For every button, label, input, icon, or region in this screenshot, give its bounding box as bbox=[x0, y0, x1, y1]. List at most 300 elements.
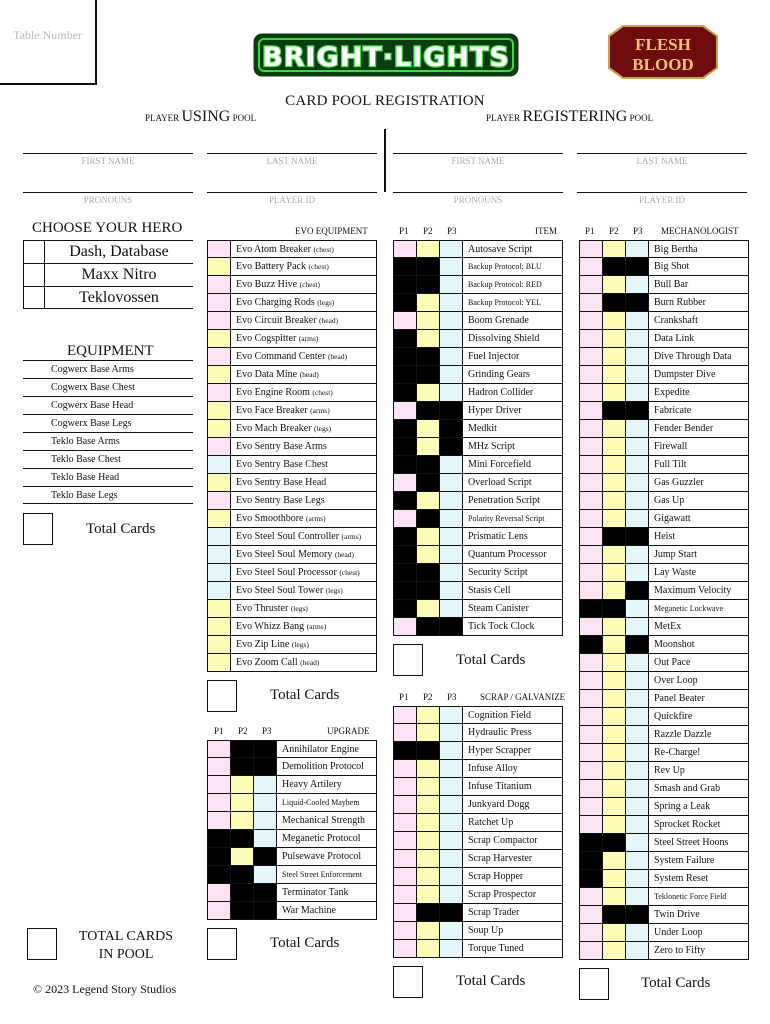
evo-checkbox[interactable] bbox=[207, 510, 230, 527]
item-row-p1-checkbox[interactable] bbox=[393, 366, 416, 383]
mech-row-p1-checkbox[interactable] bbox=[579, 816, 602, 833]
item-row-p1-checkbox[interactable] bbox=[393, 330, 416, 347]
mech-row-p1-checkbox[interactable] bbox=[579, 420, 602, 437]
scrap-row-p3-checkbox[interactable] bbox=[439, 814, 462, 831]
evo-checkbox[interactable] bbox=[207, 456, 230, 473]
mech-row-p3-checkbox[interactable] bbox=[625, 744, 648, 761]
hero-checkbox[interactable] bbox=[23, 241, 45, 263]
evo-checkbox[interactable] bbox=[207, 294, 230, 311]
upgrade-row-p3-checkbox[interactable] bbox=[253, 866, 276, 883]
mech-row-p1-checkbox[interactable] bbox=[579, 384, 602, 401]
item-row-p3-checkbox[interactable] bbox=[439, 366, 462, 383]
item-row-p2-checkbox[interactable] bbox=[416, 618, 439, 635]
equipment-row[interactable]: Cogwerx Base Legs bbox=[23, 414, 193, 432]
upgrade-row-p1-checkbox[interactable] bbox=[207, 794, 230, 811]
item-row-p1-checkbox[interactable] bbox=[393, 600, 416, 617]
item-row-p3-checkbox[interactable] bbox=[439, 294, 462, 311]
mech-row-p3-checkbox[interactable] bbox=[625, 888, 648, 905]
item-row-p1-checkbox[interactable] bbox=[393, 528, 416, 545]
mech-row-p2-checkbox[interactable] bbox=[602, 312, 625, 329]
upgrade-row-p3-checkbox[interactable] bbox=[253, 884, 276, 901]
scrap-row-p3-checkbox[interactable] bbox=[439, 850, 462, 867]
scrap-row-p3-checkbox[interactable] bbox=[439, 742, 462, 759]
item-row-p2-checkbox[interactable] bbox=[416, 294, 439, 311]
registering-first-name-field[interactable]: FIRST NAME bbox=[451, 156, 505, 166]
item-row-p2-checkbox[interactable] bbox=[416, 564, 439, 581]
mech-row-p2-checkbox[interactable] bbox=[602, 600, 625, 617]
mech-row-p1-checkbox[interactable] bbox=[579, 924, 602, 941]
item-row-p3-checkbox[interactable] bbox=[439, 348, 462, 365]
item-row-p2-checkbox[interactable] bbox=[416, 348, 439, 365]
item-row-p2-checkbox[interactable] bbox=[416, 456, 439, 473]
mech-row-p3-checkbox[interactable] bbox=[625, 834, 648, 851]
scrap-row-p1-checkbox[interactable] bbox=[393, 940, 416, 957]
scrap-row-p2-checkbox[interactable] bbox=[416, 832, 439, 849]
item-row-p3-checkbox[interactable] bbox=[439, 564, 462, 581]
upgrade-row-p2-checkbox[interactable] bbox=[230, 758, 253, 775]
item-row-p3-checkbox[interactable] bbox=[439, 330, 462, 347]
hero-row[interactable] bbox=[23, 286, 193, 309]
upgrade-row-p3-checkbox[interactable] bbox=[253, 776, 276, 793]
upgrade-row-p3-checkbox[interactable] bbox=[253, 812, 276, 829]
item-row-p2-checkbox[interactable] bbox=[416, 366, 439, 383]
item-row-p2-checkbox[interactable] bbox=[416, 384, 439, 401]
mech-row-p2-checkbox[interactable] bbox=[602, 402, 625, 419]
mech-row-p3-checkbox[interactable] bbox=[625, 798, 648, 815]
item-row-p2-checkbox[interactable] bbox=[416, 492, 439, 509]
mech-row-p1-checkbox[interactable] bbox=[579, 582, 602, 599]
hero-row[interactable] bbox=[23, 240, 193, 263]
mech-row-p1-checkbox[interactable] bbox=[579, 438, 602, 455]
scrap-row-p3-checkbox[interactable] bbox=[439, 760, 462, 777]
mech-row-p2-checkbox[interactable] bbox=[602, 330, 625, 347]
mech-row-p3-checkbox[interactable] bbox=[625, 636, 648, 653]
mech-row-p1-checkbox[interactable] bbox=[579, 888, 602, 905]
mech-row-p1-checkbox[interactable] bbox=[579, 870, 602, 887]
item-row-p1-checkbox[interactable] bbox=[393, 492, 416, 509]
item-row-p3-checkbox[interactable] bbox=[439, 276, 462, 293]
evo-checkbox[interactable] bbox=[207, 600, 230, 617]
mech-row-p2-checkbox[interactable] bbox=[602, 456, 625, 473]
item-row-p1-checkbox[interactable] bbox=[393, 456, 416, 473]
mech-row-p2-checkbox[interactable] bbox=[602, 241, 625, 257]
scrap-row-p2-checkbox[interactable] bbox=[416, 814, 439, 831]
mech-row-p2-checkbox[interactable] bbox=[602, 348, 625, 365]
mech-row-p2-checkbox[interactable] bbox=[602, 888, 625, 905]
item-row-p1-checkbox[interactable] bbox=[393, 348, 416, 365]
mech-row-p3-checkbox[interactable] bbox=[625, 906, 648, 923]
upgrade-row-p3-checkbox[interactable] bbox=[253, 830, 276, 847]
evo-checkbox[interactable] bbox=[207, 241, 230, 257]
mech-row-p1-checkbox[interactable] bbox=[579, 654, 602, 671]
mech-row-p3-checkbox[interactable] bbox=[625, 294, 648, 311]
using-last-name-field[interactable]: LAST NAME bbox=[266, 156, 318, 166]
scrap-row-p3-checkbox[interactable] bbox=[439, 940, 462, 957]
item-row-p1-checkbox[interactable] bbox=[393, 312, 416, 329]
mech-row-p3-checkbox[interactable] bbox=[625, 816, 648, 833]
mech-row-p3-checkbox[interactable] bbox=[625, 762, 648, 779]
mech-row-p3-checkbox[interactable] bbox=[625, 564, 648, 581]
mech-row-p3-checkbox[interactable] bbox=[625, 241, 648, 257]
mech-row-p1-checkbox[interactable] bbox=[579, 708, 602, 725]
evo-checkbox[interactable] bbox=[207, 366, 230, 383]
item-row-p2-checkbox[interactable] bbox=[416, 528, 439, 545]
scrap-row-p2-checkbox[interactable] bbox=[416, 760, 439, 777]
mech-row-p2-checkbox[interactable] bbox=[602, 690, 625, 707]
item-row-p1-checkbox[interactable] bbox=[393, 564, 416, 581]
item-row-p3-checkbox[interactable] bbox=[439, 600, 462, 617]
mech-row-p2-checkbox[interactable] bbox=[602, 384, 625, 401]
item-row-p2-checkbox[interactable] bbox=[416, 510, 439, 527]
item-row-p1-checkbox[interactable] bbox=[393, 258, 416, 275]
item-row-p2-checkbox[interactable] bbox=[416, 276, 439, 293]
mech-row-p2-checkbox[interactable] bbox=[602, 708, 625, 725]
item-row-p1-checkbox[interactable] bbox=[393, 402, 416, 419]
item-row-p2-checkbox[interactable] bbox=[416, 600, 439, 617]
item-row-p1-checkbox[interactable] bbox=[393, 438, 416, 455]
mech-row-p3-checkbox[interactable] bbox=[625, 780, 648, 797]
mech-row-p1-checkbox[interactable] bbox=[579, 474, 602, 491]
evo-checkbox[interactable] bbox=[207, 636, 230, 653]
mech-row-p2-checkbox[interactable] bbox=[602, 438, 625, 455]
mech-row-p3-checkbox[interactable] bbox=[625, 438, 648, 455]
mech-row-p3-checkbox[interactable] bbox=[625, 708, 648, 725]
item-row-p3-checkbox[interactable] bbox=[439, 384, 462, 401]
upgrade-row-p1-checkbox[interactable] bbox=[207, 812, 230, 829]
evo-checkbox[interactable] bbox=[207, 618, 230, 635]
mech-row-p3-checkbox[interactable] bbox=[625, 618, 648, 635]
mech-row-p3-checkbox[interactable] bbox=[625, 582, 648, 599]
mech-row-p3-checkbox[interactable] bbox=[625, 420, 648, 437]
item-row-p2-checkbox[interactable] bbox=[416, 438, 439, 455]
registering-last-name-field[interactable]: LAST NAME bbox=[636, 156, 688, 166]
upgrade-row-p2-checkbox[interactable] bbox=[230, 812, 253, 829]
equipment-row[interactable]: Cogwerx Base Chest bbox=[23, 378, 193, 396]
mech-row-p1-checkbox[interactable] bbox=[579, 241, 602, 257]
upgrade-row-p1-checkbox[interactable] bbox=[207, 776, 230, 793]
scrap-row-p1-checkbox[interactable] bbox=[393, 724, 416, 741]
upgrade-row-p2-checkbox[interactable] bbox=[230, 884, 253, 901]
mech-row-p2-checkbox[interactable] bbox=[602, 276, 625, 293]
scrap-row-p1-checkbox[interactable] bbox=[393, 778, 416, 795]
scrap-row-p2-checkbox[interactable] bbox=[416, 868, 439, 885]
equipment-row[interactable]: Teklo Base Chest bbox=[23, 450, 193, 468]
mech-row-p1-checkbox[interactable] bbox=[579, 726, 602, 743]
upgrade-row-p3-checkbox[interactable] bbox=[253, 848, 276, 865]
mech-row-p2-checkbox[interactable] bbox=[602, 258, 625, 275]
scrap-row-p2-checkbox[interactable] bbox=[416, 707, 439, 723]
upgrade-row-p3-checkbox[interactable] bbox=[253, 902, 276, 919]
mech-row-p2-checkbox[interactable] bbox=[602, 528, 625, 545]
upgrade-row-p3-checkbox[interactable] bbox=[253, 794, 276, 811]
mech-row-p1-checkbox[interactable] bbox=[579, 546, 602, 563]
scrap-total-box[interactable] bbox=[393, 966, 423, 998]
mech-row-p2-checkbox[interactable] bbox=[602, 582, 625, 599]
scrap-row-p2-checkbox[interactable] bbox=[416, 778, 439, 795]
upgrade-row-p3-checkbox[interactable] bbox=[253, 758, 276, 775]
equipment-row[interactable]: Teklo Base Arms bbox=[23, 432, 193, 450]
evo-checkbox[interactable] bbox=[207, 582, 230, 599]
item-row-p2-checkbox[interactable] bbox=[416, 402, 439, 419]
mech-row-p2-checkbox[interactable] bbox=[602, 510, 625, 527]
mech-row-p2-checkbox[interactable] bbox=[602, 294, 625, 311]
mech-row-p2-checkbox[interactable] bbox=[602, 618, 625, 635]
scrap-row-p2-checkbox[interactable] bbox=[416, 742, 439, 759]
equipment-total-box[interactable] bbox=[23, 513, 53, 545]
equipment-row[interactable]: Teklo Base Legs bbox=[23, 486, 193, 504]
upgrade-row-p2-checkbox[interactable] bbox=[230, 776, 253, 793]
scrap-row-p2-checkbox[interactable] bbox=[416, 922, 439, 939]
item-row-p2-checkbox[interactable] bbox=[416, 312, 439, 329]
mech-row-p3-checkbox[interactable] bbox=[625, 600, 648, 617]
mech-row-p1-checkbox[interactable] bbox=[579, 456, 602, 473]
hero-checkbox[interactable] bbox=[23, 264, 45, 286]
item-row-p1-checkbox[interactable] bbox=[393, 294, 416, 311]
mech-row-p1-checkbox[interactable] bbox=[579, 942, 602, 959]
item-row-p3-checkbox[interactable] bbox=[439, 241, 462, 257]
hero-row[interactable] bbox=[23, 263, 193, 286]
upgrade-row-p2-checkbox[interactable] bbox=[230, 866, 253, 883]
mech-row-p1-checkbox[interactable] bbox=[579, 780, 602, 797]
scrap-row-p3-checkbox[interactable] bbox=[439, 778, 462, 795]
scrap-row-p1-checkbox[interactable] bbox=[393, 814, 416, 831]
evo-checkbox[interactable] bbox=[207, 258, 230, 275]
equipment-row[interactable]: Teklo Base Head bbox=[23, 468, 193, 486]
item-row-p1-checkbox[interactable] bbox=[393, 582, 416, 599]
scrap-row-p2-checkbox[interactable] bbox=[416, 796, 439, 813]
mech-row-p1-checkbox[interactable] bbox=[579, 672, 602, 689]
scrap-row-p2-checkbox[interactable] bbox=[416, 940, 439, 957]
mech-row-p2-checkbox[interactable] bbox=[602, 762, 625, 779]
item-row-p3-checkbox[interactable] bbox=[439, 528, 462, 545]
upgrade-row-p1-checkbox[interactable] bbox=[207, 830, 230, 847]
mech-row-p2-checkbox[interactable] bbox=[602, 492, 625, 509]
evo-checkbox[interactable] bbox=[207, 420, 230, 437]
item-row-p3-checkbox[interactable] bbox=[439, 456, 462, 473]
item-row-p3-checkbox[interactable] bbox=[439, 510, 462, 527]
item-row-p1-checkbox[interactable] bbox=[393, 276, 416, 293]
mech-row-p3-checkbox[interactable] bbox=[625, 924, 648, 941]
mech-row-p1-checkbox[interactable] bbox=[579, 366, 602, 383]
item-row-p1-checkbox[interactable] bbox=[393, 510, 416, 527]
mech-row-p2-checkbox[interactable] bbox=[602, 816, 625, 833]
item-row-p3-checkbox[interactable] bbox=[439, 492, 462, 509]
mech-row-p2-checkbox[interactable] bbox=[602, 924, 625, 941]
upgrade-row-p2-checkbox[interactable] bbox=[230, 741, 253, 757]
hero-checkbox[interactable] bbox=[23, 287, 45, 308]
mech-row-p2-checkbox[interactable] bbox=[602, 564, 625, 581]
mech-row-p2-checkbox[interactable] bbox=[602, 942, 625, 959]
using-pronouns-field[interactable]: PRONOUNS bbox=[83, 195, 133, 205]
evo-checkbox[interactable] bbox=[207, 330, 230, 347]
evo-checkbox[interactable] bbox=[207, 564, 230, 581]
upgrade-row-p1-checkbox[interactable] bbox=[207, 848, 230, 865]
mech-row-p2-checkbox[interactable] bbox=[602, 672, 625, 689]
item-row-p1-checkbox[interactable] bbox=[393, 618, 416, 635]
item-row-p1-checkbox[interactable] bbox=[393, 241, 416, 257]
mech-row-p1-checkbox[interactable] bbox=[579, 636, 602, 653]
registering-player-id-field[interactable]: PLAYER ID bbox=[639, 195, 685, 205]
scrap-row-p1-checkbox[interactable] bbox=[393, 904, 416, 921]
upgrade-row-p1-checkbox[interactable] bbox=[207, 866, 230, 883]
mech-row-p3-checkbox[interactable] bbox=[625, 312, 648, 329]
mech-row-p3-checkbox[interactable] bbox=[625, 384, 648, 401]
mech-row-p1-checkbox[interactable] bbox=[579, 402, 602, 419]
mech-row-p1-checkbox[interactable] bbox=[579, 258, 602, 275]
item-row-p2-checkbox[interactable] bbox=[416, 546, 439, 563]
mech-row-p3-checkbox[interactable] bbox=[625, 474, 648, 491]
pool-total-box[interactable] bbox=[27, 928, 57, 960]
scrap-row-p2-checkbox[interactable] bbox=[416, 904, 439, 921]
evo-checkbox[interactable] bbox=[207, 546, 230, 563]
mech-row-p3-checkbox[interactable] bbox=[625, 456, 648, 473]
evo-checkbox[interactable] bbox=[207, 348, 230, 365]
scrap-row-p1-checkbox[interactable] bbox=[393, 742, 416, 759]
scrap-row-p2-checkbox[interactable] bbox=[416, 886, 439, 903]
item-row-p2-checkbox[interactable] bbox=[416, 474, 439, 491]
mech-row-p2-checkbox[interactable] bbox=[602, 780, 625, 797]
mech-row-p1-checkbox[interactable] bbox=[579, 618, 602, 635]
item-row-p1-checkbox[interactable] bbox=[393, 474, 416, 491]
scrap-row-p1-checkbox[interactable] bbox=[393, 922, 416, 939]
mech-row-p2-checkbox[interactable] bbox=[602, 474, 625, 491]
item-row-p1-checkbox[interactable] bbox=[393, 420, 416, 437]
mech-row-p1-checkbox[interactable] bbox=[579, 330, 602, 347]
mech-row-p3-checkbox[interactable] bbox=[625, 510, 648, 527]
evo-checkbox[interactable] bbox=[207, 384, 230, 401]
upgrade-row-p1-checkbox[interactable] bbox=[207, 741, 230, 757]
item-row-p2-checkbox[interactable] bbox=[416, 258, 439, 275]
scrap-row-p1-checkbox[interactable] bbox=[393, 707, 416, 723]
evo-checkbox[interactable] bbox=[207, 276, 230, 293]
evo-checkbox[interactable] bbox=[207, 528, 230, 545]
item-total-box[interactable] bbox=[393, 644, 423, 676]
scrap-row-p1-checkbox[interactable] bbox=[393, 832, 416, 849]
mech-row-p2-checkbox[interactable] bbox=[602, 420, 625, 437]
scrap-row-p3-checkbox[interactable] bbox=[439, 724, 462, 741]
mech-row-p1-checkbox[interactable] bbox=[579, 834, 602, 851]
scrap-row-p3-checkbox[interactable] bbox=[439, 707, 462, 723]
evo-checkbox[interactable] bbox=[207, 654, 230, 671]
item-row-p2-checkbox[interactable] bbox=[416, 420, 439, 437]
mech-row-p2-checkbox[interactable] bbox=[602, 798, 625, 815]
upgrade-row-p2-checkbox[interactable] bbox=[230, 902, 253, 919]
upgrade-row-p1-checkbox[interactable] bbox=[207, 884, 230, 901]
mech-row-p1-checkbox[interactable] bbox=[579, 906, 602, 923]
item-row-p1-checkbox[interactable] bbox=[393, 546, 416, 563]
mech-row-p1-checkbox[interactable] bbox=[579, 294, 602, 311]
item-row-p2-checkbox[interactable] bbox=[416, 330, 439, 347]
mech-row-p2-checkbox[interactable] bbox=[602, 366, 625, 383]
mech-row-p2-checkbox[interactable] bbox=[602, 834, 625, 851]
item-row-p3-checkbox[interactable] bbox=[439, 420, 462, 437]
mech-row-p2-checkbox[interactable] bbox=[602, 870, 625, 887]
item-row-p3-checkbox[interactable] bbox=[439, 438, 462, 455]
mech-row-p2-checkbox[interactable] bbox=[602, 636, 625, 653]
mech-row-p1-checkbox[interactable] bbox=[579, 690, 602, 707]
mech-row-p3-checkbox[interactable] bbox=[625, 366, 648, 383]
scrap-row-p3-checkbox[interactable] bbox=[439, 868, 462, 885]
mech-row-p1-checkbox[interactable] bbox=[579, 492, 602, 509]
item-row-p3-checkbox[interactable] bbox=[439, 258, 462, 275]
upgrade-total-box[interactable] bbox=[207, 928, 237, 960]
scrap-row-p3-checkbox[interactable] bbox=[439, 796, 462, 813]
scrap-row-p1-checkbox[interactable] bbox=[393, 760, 416, 777]
mech-row-p2-checkbox[interactable] bbox=[602, 852, 625, 869]
mech-row-p2-checkbox[interactable] bbox=[602, 906, 625, 923]
scrap-row-p3-checkbox[interactable] bbox=[439, 922, 462, 939]
mech-row-p2-checkbox[interactable] bbox=[602, 726, 625, 743]
mech-row-p3-checkbox[interactable] bbox=[625, 276, 648, 293]
mech-row-p3-checkbox[interactable] bbox=[625, 654, 648, 671]
mech-row-p2-checkbox[interactable] bbox=[602, 654, 625, 671]
mech-row-p1-checkbox[interactable] bbox=[579, 600, 602, 617]
upgrade-row-p1-checkbox[interactable] bbox=[207, 902, 230, 919]
item-row-p3-checkbox[interactable] bbox=[439, 546, 462, 563]
mech-row-p2-checkbox[interactable] bbox=[602, 744, 625, 761]
item-row-p3-checkbox[interactable] bbox=[439, 582, 462, 599]
item-row-p1-checkbox[interactable] bbox=[393, 384, 416, 401]
item-row-p3-checkbox[interactable] bbox=[439, 474, 462, 491]
mech-row-p3-checkbox[interactable] bbox=[625, 258, 648, 275]
mech-row-p1-checkbox[interactable] bbox=[579, 510, 602, 527]
using-player-id-field[interactable]: PLAYER ID bbox=[269, 195, 315, 205]
mech-row-p3-checkbox[interactable] bbox=[625, 546, 648, 563]
mech-total-box[interactable] bbox=[579, 968, 609, 1000]
item-row-p2-checkbox[interactable] bbox=[416, 241, 439, 257]
mech-row-p3-checkbox[interactable] bbox=[625, 672, 648, 689]
evo-checkbox[interactable] bbox=[207, 438, 230, 455]
scrap-row-p3-checkbox[interactable] bbox=[439, 886, 462, 903]
equipment-row[interactable]: Cogwerx Base Arms bbox=[23, 360, 193, 378]
mech-row-p3-checkbox[interactable] bbox=[625, 726, 648, 743]
evo-checkbox[interactable] bbox=[207, 492, 230, 509]
evo-checkbox[interactable] bbox=[207, 312, 230, 329]
mech-row-p3-checkbox[interactable] bbox=[625, 492, 648, 509]
mech-row-p3-checkbox[interactable] bbox=[625, 852, 648, 869]
mech-row-p1-checkbox[interactable] bbox=[579, 276, 602, 293]
mech-row-p3-checkbox[interactable] bbox=[625, 330, 648, 347]
mech-row-p3-checkbox[interactable] bbox=[625, 942, 648, 959]
using-first-name-field[interactable]: FIRST NAME bbox=[81, 156, 135, 166]
scrap-row-p1-checkbox[interactable] bbox=[393, 868, 416, 885]
mech-row-p1-checkbox[interactable] bbox=[579, 312, 602, 329]
equipment-row[interactable]: Cogwerx Base Head bbox=[23, 396, 193, 414]
mech-row-p3-checkbox[interactable] bbox=[625, 870, 648, 887]
mech-row-p2-checkbox[interactable] bbox=[602, 546, 625, 563]
upgrade-row-p1-checkbox[interactable] bbox=[207, 758, 230, 775]
mech-row-p1-checkbox[interactable] bbox=[579, 348, 602, 365]
mech-row-p1-checkbox[interactable] bbox=[579, 528, 602, 545]
registering-pronouns-field[interactable]: PRONOUNS bbox=[453, 195, 503, 205]
mech-row-p1-checkbox[interactable] bbox=[579, 744, 602, 761]
table-number-box[interactable] bbox=[0, 0, 97, 85]
mech-row-p1-checkbox[interactable] bbox=[579, 564, 602, 581]
upgrade-row-p2-checkbox[interactable] bbox=[230, 830, 253, 847]
item-row-p3-checkbox[interactable] bbox=[439, 312, 462, 329]
upgrade-row-p2-checkbox[interactable] bbox=[230, 794, 253, 811]
mech-row-p1-checkbox[interactable] bbox=[579, 852, 602, 869]
mech-row-p1-checkbox[interactable] bbox=[579, 798, 602, 815]
item-row-p2-checkbox[interactable] bbox=[416, 582, 439, 599]
scrap-row-p3-checkbox[interactable] bbox=[439, 904, 462, 921]
scrap-row-p1-checkbox[interactable] bbox=[393, 796, 416, 813]
mech-row-p3-checkbox[interactable] bbox=[625, 348, 648, 365]
evo-total-box[interactable] bbox=[207, 680, 237, 712]
scrap-row-p3-checkbox[interactable] bbox=[439, 832, 462, 849]
upgrade-row-p2-checkbox[interactable] bbox=[230, 848, 253, 865]
item-row-p3-checkbox[interactable] bbox=[439, 618, 462, 635]
